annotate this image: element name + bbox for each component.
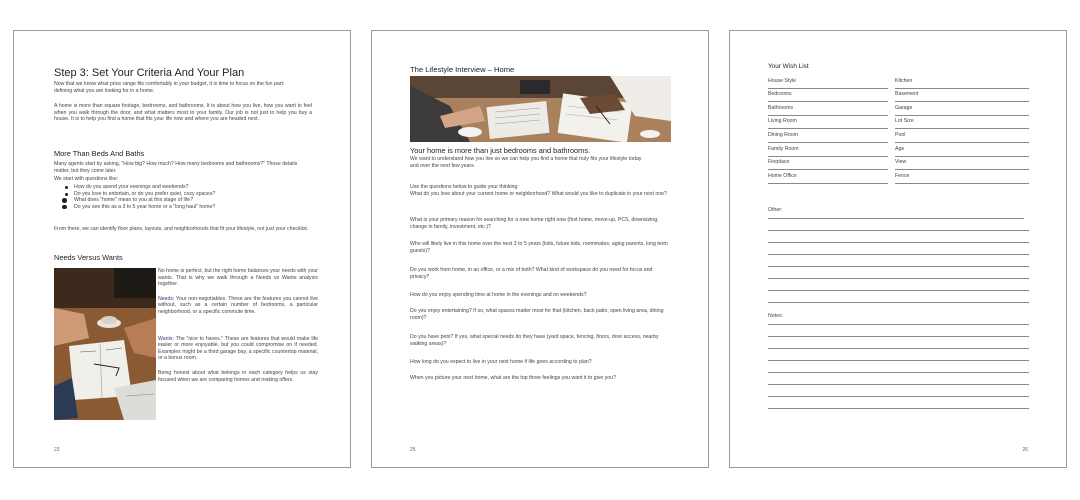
wish-list-field[interactable]: Lot Size: [895, 117, 1029, 129]
page-title: Step 3: Set Your Criteria And Your Plan: [54, 67, 245, 79]
needs-wants-intro: No home is perfect, but the right home balances your needs with your wants. That is why we walk through a Needs vs Wants analysis together.: [158, 268, 318, 288]
paragraph-2: Many agents start by asking, "How big? How much? How many bedrooms and bathrooms?" Those details matter, but they come later.: [54, 161, 298, 174]
wish-list-field[interactable]: Fireplace: [768, 158, 888, 170]
notes-label: Notes:: [768, 313, 783, 319]
write-line[interactable]: [768, 278, 1029, 279]
intro-text: Now that we know what price range fits comfortably in your budget, it is time to focus on the fun part: defining what you are looking for in a home.: [54, 81, 285, 94]
write-line[interactable]: [768, 336, 1029, 337]
wish-list-field[interactable]: View: [895, 158, 1029, 170]
bullet-item: What does "home" mean to you at this stage of life?: [62, 197, 302, 204]
write-line[interactable]: [768, 396, 1029, 397]
wish-list-field[interactable]: Fence: [895, 172, 1029, 184]
write-line[interactable]: [768, 408, 1029, 409]
question-1: What do you love about your current home or neighborhood? What would you like to duplicate in your next one?: [410, 191, 667, 197]
write-line[interactable]: [768, 348, 1029, 349]
paragraph-4: From there, we can identify floor plans, layouts, and neighborhoods that fit your lifestyle, not just your checklist.: [54, 226, 309, 232]
page-number: 25: [410, 447, 416, 453]
needs-definition: [158, 296, 318, 316]
section-heading: Your home is more than just bedrooms and bathrooms.: [410, 146, 591, 155]
wish-list-field[interactable]: Pool: [895, 131, 1029, 143]
bullet-item: Do you love to entertain, or do you prefer quiet, cozy spaces?: [62, 191, 302, 198]
paragraph-1: A home is more than square footage, bedrooms, and bathrooms. It is about how you live, how you want to feel when you walk through the door, and what matters most to your family. Our job is not just to help you buy a house. It is to help you find a home that fits your life now and where you are headed next.: [54, 103, 312, 123]
write-line[interactable]: [768, 254, 1029, 255]
section-heading-beds-baths: More Than Beds And Baths: [54, 149, 145, 158]
wish-list-field[interactable]: Basement: [895, 90, 1029, 102]
write-line[interactable]: [768, 324, 1029, 325]
wish-list-field[interactable]: House Style: [768, 77, 888, 89]
question-8: How long do you expect to live in your next home if life goes according to plan?: [410, 359, 592, 365]
wants-label: Wants: [158, 335, 173, 342]
write-line[interactable]: [768, 218, 1024, 219]
page-title: The Lifestyle Interview – Home: [410, 65, 515, 74]
question-3: Who will likely live in this home over the next 3 to 5 years (kids, future kids, roommates, aging parents, long term guests)?: [410, 241, 668, 254]
question-4: Do you work from home, in an office, or a mix of both? What kind of workspace do you need for focus and privacy?: [410, 267, 653, 280]
wants-definition: [158, 336, 318, 362]
document-page-23: [13, 30, 351, 468]
closing-text: Being honest about what belongs in each category helps us stay focused when we are comparing homes and making offers.: [158, 369, 318, 383]
question-5: How do you enjoy spending time at home in the evenings and on weekends?: [410, 292, 587, 298]
question-7: Do you have pets? If yes, what special needs do they have (yard space, fencing, floors, door access, nearby walking areas)?: [410, 334, 659, 347]
wish-list-field[interactable]: Home Office: [768, 172, 888, 184]
section-subheading: We want to understand how you live so we can help you find a home that truly fits your lifestyle today and over the next few years.: [410, 156, 642, 169]
wants-text: : The "nice to haves." These are features that would make life easier or more enjoyable, but you could compromise on if needed. Examples might be a third garage bay, a specific countertop material, or a bonus room.: [158, 335, 318, 362]
document-page-26: [729, 30, 1067, 468]
needs-wants-text-column: [158, 268, 318, 383]
question-9: When you picture your next home, what are the top three feelings you want it to give you?: [410, 375, 616, 381]
wish-list-field[interactable]: Living Room: [768, 117, 888, 129]
write-line[interactable]: [768, 266, 1029, 267]
wish-list-field[interactable]: Bathrooms: [768, 104, 888, 116]
needs-text: : Your non-negotiables. These are the features you cannot live without, such as a certain number of bedrooms, a particular neighborhood, or a specific commute time.: [158, 295, 318, 315]
wish-list-field[interactable]: Bedrooms: [768, 90, 888, 102]
question-2: What is your primary reason for searching for a new home right now (first home, move-up, PCS, downsizing, change in family, investment, etc.)?: [410, 217, 659, 230]
wish-list-field[interactable]: Age: [895, 145, 1029, 157]
question-bullet-list: [62, 184, 302, 210]
write-line[interactable]: [768, 290, 1029, 291]
meeting-photo: [410, 76, 671, 142]
write-line[interactable]: [768, 384, 1029, 385]
wish-list-field[interactable]: Kitchen: [895, 77, 1029, 89]
write-line[interactable]: [768, 360, 1029, 361]
other-label: Other:: [768, 207, 783, 213]
wish-list-field[interactable]: Family Room: [768, 145, 888, 157]
paragraph-3: We start with questions like:: [54, 176, 119, 182]
write-line[interactable]: [768, 242, 1029, 243]
needs-wants-photo: [54, 268, 156, 420]
wish-list-field[interactable]: Garage: [895, 104, 1029, 116]
guide-intro: Use the questions below to guide your thinking:: [410, 184, 519, 190]
question-6: Do you enjoy entertaining? If so, what spaces matter most for that (kitchen, back patio, open living area, dining room)?: [410, 308, 664, 321]
bullet-item: How do you spend your evenings and weekends?: [62, 184, 302, 191]
section-heading-needs-wants: Needs Versus Wants: [54, 253, 123, 262]
document-page-25: [371, 30, 709, 468]
write-line[interactable]: [768, 302, 1029, 303]
needs-label: Needs: [158, 295, 173, 302]
wish-list-field[interactable]: Dining Room: [768, 131, 888, 143]
page-number: 23: [54, 447, 60, 453]
write-line[interactable]: [768, 230, 1029, 231]
page-number: 26: [1022, 447, 1028, 453]
bullet-item: Do you see this as a 3 to 5 year home or a "long haul" home?: [62, 204, 302, 211]
page-title: Your Wish List: [768, 63, 809, 70]
write-line[interactable]: [768, 372, 1029, 373]
